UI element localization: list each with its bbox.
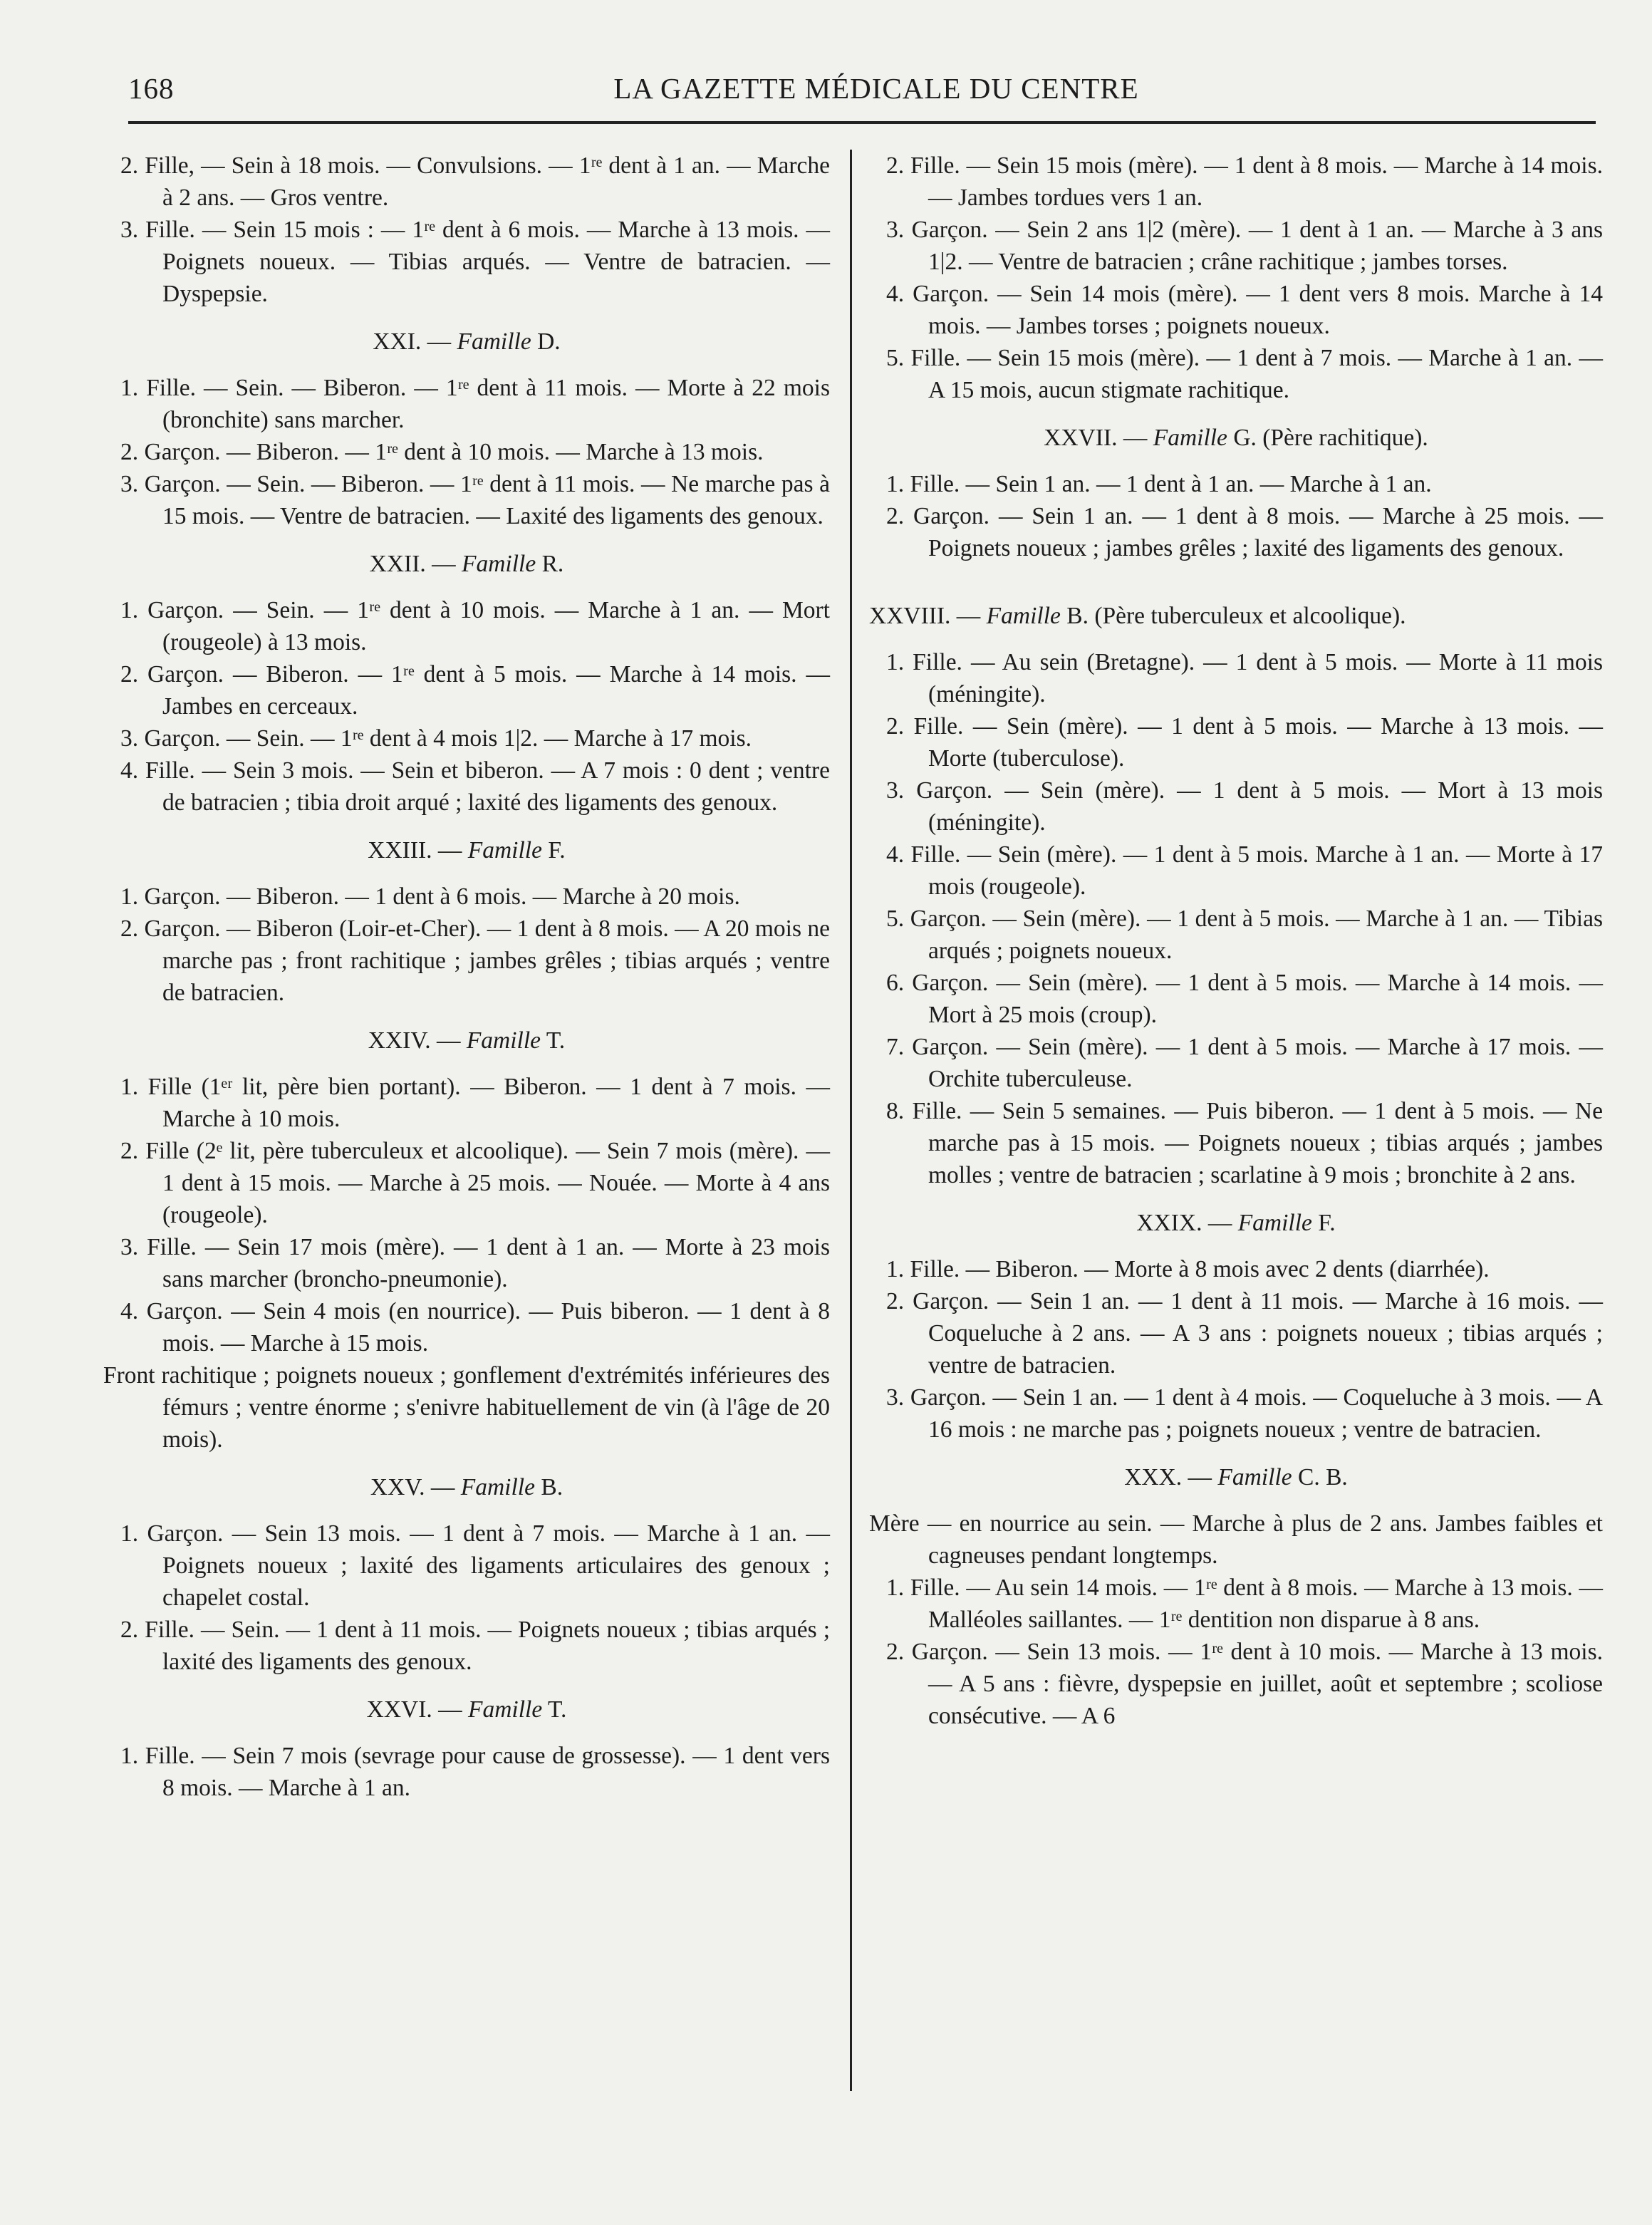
case-entry: 1. Fille. — Sein 7 mois (sevrage pour cause de grossesse). — 1 dent vers 8 mois. — Marche à 1 an. bbox=[120, 1743, 830, 1801]
header-rule bbox=[128, 121, 1596, 124]
heading-number: XXIII. — bbox=[368, 837, 462, 863]
heading-rest: R. bbox=[541, 551, 564, 577]
case-entry: 3. Garçon. — Sein 2 ans 1|2 (mère). — 1 dent à 1 an. — Marche à 3 ans 1|2. — Ventre de batracien ; crâne rachitique ; jambes torses. bbox=[886, 217, 1603, 275]
heading-number: XXX. — bbox=[1124, 1464, 1212, 1490]
family-heading-xxv bbox=[103, 1471, 830, 1503]
case-entry: 1. Fille. — Au sein (Bretagne). — 1 dent à 5 mois. — Morte à 11 mois (méningite). bbox=[886, 649, 1603, 707]
case-entry: 2. Garçon. — Biberon (Loir-et-Cher). — 1 dent à 8 mois. — A 20 mois ne marche pas ; front rachitique ; jambes grêles ; tibias arqués ; ventre de batracien. bbox=[120, 916, 830, 1006]
case-entry: 2. Fille, — Sein à 18 mois. — Convulsions. — 1ʳᵉ dent à 1 an. — Marche à 2 ans. — Gros ventre. bbox=[120, 152, 830, 211]
right-column bbox=[869, 150, 1603, 1732]
case-entry: 3. Garçon. — Sein. — 1ʳᵉ dent à 4 mois 1|2. — Marche à 17 mois. bbox=[120, 725, 752, 752]
family-heading-xxvi bbox=[103, 1694, 830, 1726]
heading-number: XXIX. — bbox=[1136, 1210, 1232, 1236]
case-entry: 1. Fille. — Au sein 14 mois. — 1ʳᵉ dent à 8 mois. — Marche à 13 mois. — Malléoles saillantes. — 1ʳᵉ dentition non disparue à 8 ans. bbox=[886, 1575, 1603, 1633]
family-heading-xxx bbox=[869, 1461, 1603, 1493]
case-entry: 2. Fille. — Sein (mère). — 1 dent à 5 mois. — Marche à 13 mois. — Morte (tuberculose). bbox=[886, 713, 1603, 772]
heading-rest: T. bbox=[546, 1027, 566, 1054]
heading-famille: Famille bbox=[986, 603, 1061, 629]
case-entry: 3. Fille. — Sein 17 mois (mère). — 1 dent à 1 an. — Morte à 23 mois sans marcher (broncho-pneumonie). bbox=[120, 1234, 830, 1292]
case-entry: 2. Garçon. — Biberon. — 1ʳᵉ dent à 5 mois. — Marche à 14 mois. — Jambes en cerceaux. bbox=[120, 661, 830, 720]
case-entry: 1. Fille. — Sein. — Biberon. — 1ʳᵉ dent à 11 mois. — Morte à 22 mois (bronchite) sans marcher. bbox=[120, 375, 830, 433]
case-entry: 1. Fille (1ᵉʳ lit, père bien portant). — Biberon. — 1 dent à 7 mois. — Marche à 10 mois. bbox=[120, 1074, 830, 1132]
family-heading-xxiv bbox=[103, 1025, 830, 1057]
heading-number: XXI. — bbox=[373, 328, 452, 355]
heading-number: XXII. — bbox=[369, 551, 456, 577]
family-heading-xxii bbox=[103, 548, 830, 580]
page-number: 168 bbox=[128, 72, 175, 105]
heading-rest: G. (Père rachitique). bbox=[1233, 425, 1428, 451]
family-heading-xxix bbox=[869, 1207, 1603, 1239]
page-header bbox=[128, 71, 1596, 114]
heading-famille: Famille bbox=[1153, 425, 1227, 451]
heading-famille: Famille bbox=[460, 1474, 535, 1500]
heading-famille: Famille bbox=[468, 1696, 543, 1723]
case-entry: 3. Garçon. — Sein 1 an. — 1 dent à 4 mois. — Coqueluche à 3 mois. — A 16 mois : ne marche pas ; poignets noueux ; ventre de batracien. bbox=[886, 1384, 1603, 1443]
heading-famille: Famille bbox=[467, 837, 542, 863]
heading-rest: F. bbox=[1318, 1210, 1336, 1236]
family-heading-xxvii bbox=[869, 422, 1603, 454]
case-entry: 3. Garçon. — Sein. — Biberon. — 1ʳᵉ dent à 11 mois. — Ne marche pas à 15 mois. — Ventre de batracien. — Laxité des ligaments des genoux. bbox=[120, 471, 830, 529]
case-note: Front rachitique ; poignets noueux ; gonflement d'extrémités inférieures des fémurs ; ventre énorme ; s'enivre habituellement de vin (à l'âge de 20 mois). bbox=[103, 1362, 830, 1453]
heading-famille: Famille bbox=[1217, 1464, 1292, 1490]
case-entry: 2. Garçon. — Sein 13 mois. — 1ʳᵉ dent à 10 mois. — Marche à 13 mois. — A 5 ans : fièvre, dyspepsie en juillet, août et septembre ; scoliose consécutive. — A 6 bbox=[886, 1639, 1603, 1729]
case-entry: 3. Garçon. — Sein (mère). — 1 dent à 5 mois. — Mort à 13 mois (méningite). bbox=[886, 777, 1603, 836]
case-entry: 2. Garçon. — Biberon. — 1ʳᵉ dent à 10 mois. — Marche à 13 mois. bbox=[120, 439, 764, 465]
case-entry: 5. Fille. — Sein 15 mois (mère). — 1 dent à 7 mois. — Marche à 1 an. — A 15 mois, aucun stigmate rachitique. bbox=[886, 345, 1603, 403]
heading-rest: B. bbox=[541, 1474, 563, 1500]
heading-rest: C. B. bbox=[1297, 1464, 1348, 1490]
family-heading-xxi bbox=[103, 326, 830, 358]
heading-famille: Famille bbox=[457, 328, 531, 355]
case-entry: 6. Garçon. — Sein (mère). — 1 dent à 5 mois. — Marche à 14 mois. — Mort à 25 mois (croup). bbox=[886, 970, 1603, 1028]
case-entry: 2. Garçon. — Sein 1 an. — 1 dent à 11 mois. — Marche à 16 mois. — Coqueluche à 2 ans. — A 3 ans : poignets noueux ; tibias arqués ; ventre de batracien. bbox=[886, 1288, 1603, 1379]
case-entry: 8. Fille. — Sein 5 semaines. — Puis biberon. — 1 dent à 5 mois. — Ne marche pas à 15 mois. — Poignets noueux ; tibias arqués ; jambes molles ; ventre de batracien ; scarlatine à 9 mois ; bronchite à 2 ans. bbox=[886, 1098, 1603, 1188]
case-entry: 2. Fille (2ᵉ lit, père tuberculeux et alcoolique). — Sein 7 mois (mère). — 1 dent à 15 mois. — Marche à 25 mois. — Nouée. — Morte à 4 ans (rougeole). bbox=[120, 1138, 830, 1228]
left-column bbox=[103, 150, 830, 1804]
case-entry: 4. Garçon. — Sein 14 mois (mère). — 1 dent vers 8 mois. Marche à 14 mois. — Jambes torses ; poignets noueux. bbox=[886, 281, 1603, 339]
column-divider bbox=[850, 150, 852, 2091]
heading-famille: Famille bbox=[466, 1027, 541, 1054]
case-entry: 1. Fille. — Sein 1 an. — 1 dent à 1 an. — Marche à 1 an. bbox=[886, 471, 1432, 497]
case-entry: 4. Fille. — Sein 3 mois. — Sein et biberon. — A 7 mois : 0 dent ; ventre de batracien ; tibia droit arqué ; laxité des ligaments des genoux. bbox=[120, 757, 830, 816]
case-entry: 7. Garçon. — Sein (mère). — 1 dent à 5 mois. — Marche à 17 mois. — Orchite tuberculeuse. bbox=[886, 1034, 1603, 1092]
case-entry: 1. Garçon. — Biberon. — 1 dent à 6 mois. — Marche à 20 mois. bbox=[120, 883, 740, 910]
case-note: Mère — en nourrice au sein. — Marche à plus de 2 ans. Jambes faibles et cagneuses pendant longtemps. bbox=[869, 1510, 1603, 1569]
heading-rest: D. bbox=[537, 328, 561, 355]
case-entry: 4. Fille. — Sein (mère). — 1 dent à 5 mois. Marche à 1 an. — Morte à 17 mois (rougeole). bbox=[886, 841, 1603, 900]
case-entry: 4. Garçon. — Sein 4 mois (en nourrice). — Puis biberon. — 1 dent à 8 mois. — Marche à 15 mois. bbox=[120, 1298, 830, 1357]
heading-famille: Famille bbox=[462, 551, 536, 577]
heading-number: XXVII. — bbox=[1044, 425, 1148, 451]
spacer bbox=[869, 564, 1603, 584]
heading-number: XXVI. — bbox=[366, 1696, 462, 1723]
heading-rest: T. bbox=[547, 1696, 567, 1723]
family-heading-xxviii bbox=[869, 600, 1603, 632]
heading-famille: Famille bbox=[1237, 1210, 1312, 1236]
family-heading-xxiii bbox=[103, 834, 830, 866]
case-entry: 1. Garçon. — Sein. — 1ʳᵉ dent à 10 mois. — Marche à 1 an. — Mort (rougeole) à 13 mois. bbox=[120, 597, 830, 655]
heading-number: XXV. — bbox=[370, 1474, 455, 1500]
case-entry: 2. Garçon. — Sein 1 an. — 1 dent à 8 mois. — Marche à 25 mois. — Poignets noueux ; jambes grêles ; laxité des ligaments des genoux. bbox=[886, 503, 1603, 561]
case-entry: 1. Garçon. — Sein 13 mois. — 1 dent à 7 mois. — Marche à 1 an. — Poignets noueux ; laxité des ligaments articulaires des genoux ; chapelet costal. bbox=[120, 1520, 830, 1611]
case-entry: 2. Fille. — Sein. — 1 dent à 11 mois. — Poignets noueux ; tibias arqués ; laxité des ligaments des genoux. bbox=[120, 1617, 830, 1675]
heading-number: XXVIII. — bbox=[869, 603, 981, 629]
heading-rest: B. (Père tuberculeux et alcoolique). bbox=[1066, 603, 1406, 629]
running-title: LA GAZETTE MÉDICALE DU CENTRE bbox=[613, 72, 1139, 105]
heading-number: XXIV. — bbox=[368, 1027, 461, 1054]
case-entry: 5. Garçon. — Sein (mère). — 1 dent à 5 mois. — Marche à 1 an. — Tibias arqués ; poignets noueux. bbox=[886, 906, 1603, 964]
case-entry: 2. Fille. — Sein 15 mois (mère). — 1 dent à 8 mois. — Marche à 14 mois. — Jambes tordues vers 1 an. bbox=[886, 152, 1603, 211]
case-entry: 3. Fille. — Sein 15 mois : — 1ʳᵉ dent à 6 mois. — Marche à 13 mois. — Poignets noueux. — Tibias arqués. — Ventre de batracien. — Dyspepsie. bbox=[120, 217, 830, 307]
heading-rest: F. bbox=[548, 837, 566, 863]
case-entry: 1. Fille. — Biberon. — Morte à 8 mois avec 2 dents (diarrhée). bbox=[886, 1256, 1490, 1282]
